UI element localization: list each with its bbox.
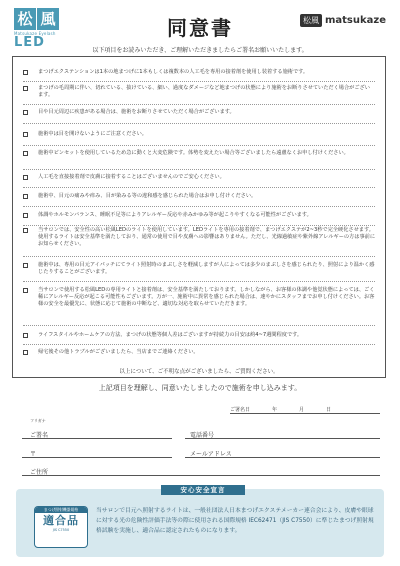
divider (23, 123, 375, 124)
list-item-text: 施術中、目元の痛みや痒み、目が染みる等の違和感を感じられた場合はお申し付けください。 (38, 193, 257, 199)
list-item-text: 施術中ピンセットを使用しているため急に動くと大変危険です。体勢を変えたい場合等ございましたら遠慮なくお申し付けください。 (38, 150, 349, 156)
list-item-text: 体調やホルモンバランス、睡眠不足等によりアレルギー反応や赤みかゆみ等が起こりやすくなる可能性がございます。 (38, 212, 312, 218)
list-item-text: 当サロンでは、安全性の高い松風LEDのライトを使用しています。LEDライトを専用の接着剤で、まつげエクステが2~3秒で完全硬化させます。使用するライトは安全基準を満たしており、通常の使用で目や皮膚への影響はありません。ただし、光線過敏症や紫外線アレルギーの方は事前にお知らせください。 (38, 227, 376, 247)
name-label: ご署名 (30, 432, 49, 439)
checkbox[interactable] (23, 70, 28, 75)
list-item-text: 帰宅後その他トラブルがございましたら、当店までご連絡ください。 (38, 349, 199, 355)
phone-field[interactable] (185, 438, 380, 439)
address-field[interactable] (22, 475, 380, 476)
signature-date (230, 406, 331, 413)
list-item-text: 人工毛を直接接着剤で皮膚に接着することはございませんのでご安心ください。 (38, 174, 225, 180)
list-item (23, 131, 375, 138)
divider (23, 145, 375, 146)
list-item-text: 施術中は目を開けないようにご注意ください。 (38, 131, 147, 137)
closing-text: 以上について、ご不明な点がございましたら、ご質問ください。 (119, 369, 279, 375)
date-day: 日 (326, 407, 332, 413)
safety-text: 当サロンで目元へ照射するライトは、一般社団法人日本まつげエクステメーカー連合会により、皮膚や眼球に対する光の危険性評価手法等の際に使用される国際規格 IEC62471（JIS C7550）に準じたまつげ照射規格試験を実施し、適合品に認定されたものになります。 (96, 508, 374, 534)
checkbox[interactable] (23, 86, 28, 91)
list-item (23, 262, 375, 276)
divider (23, 256, 375, 257)
name-field[interactable] (22, 438, 172, 439)
safety-heading: 安心安全宣言 (161, 485, 245, 495)
list-item-text: 施術中は、専用の目元アイパッチにてライト照射時のまぶしさを軽減しますが人によっては多少のまぶしさを感じられたり、照射により温かく感じたりすることがございます。 (38, 262, 375, 275)
divider (23, 104, 375, 105)
divider (23, 225, 375, 226)
checkbox[interactable] (23, 263, 28, 268)
checkbox[interactable] (23, 228, 28, 233)
list-item (23, 332, 375, 339)
logo-kanji-1: 松 (14, 8, 36, 30)
consent-checklist (12, 56, 386, 378)
phone-label: 電話番号 (190, 432, 215, 439)
logo-led: LED (14, 35, 45, 50)
logo-kanji-2: 風 (37, 8, 59, 30)
safety-declaration (16, 486, 384, 557)
intro-text: 以下項目をお読みいただき、ご理解いただきましたらご署名お願いいたします。 (92, 47, 308, 54)
email-field[interactable] (185, 457, 380, 458)
checkbox[interactable] (23, 213, 28, 218)
list-item (23, 150, 375, 157)
page-title: 同意書 (167, 16, 233, 40)
divider (23, 169, 375, 170)
postal-label: 〒 (30, 451, 37, 458)
checkbox[interactable] (23, 288, 28, 293)
checkbox[interactable] (23, 110, 28, 115)
date-underline[interactable] (230, 413, 380, 414)
date-month: 月 (299, 407, 305, 413)
list-item-text: まつげの毛周期に伴い、切れている、抜けている、細い、過度なダメージなど地まつげの状態により施術をお断りさせていただく場合がございます。 (38, 85, 370, 98)
email-label: メールアドレス (190, 451, 232, 458)
list-item (23, 69, 375, 76)
list-item (23, 287, 375, 308)
brand-mark: 松風 (300, 14, 322, 27)
divider (23, 81, 375, 82)
checkbox[interactable] (23, 175, 28, 180)
list-item (23, 85, 375, 99)
brand-logo (300, 14, 386, 27)
divider (23, 344, 375, 345)
checkbox[interactable] (23, 132, 28, 137)
list-item (23, 109, 375, 116)
seal-top: まつげ照射機器規格 (35, 507, 87, 513)
consent-statement: 上記項目を理解し、同意いたしましたので施術を申し込みます。 (98, 384, 302, 392)
list-item (23, 212, 375, 219)
address-label: ご住所 (30, 469, 49, 476)
list-item (23, 193, 375, 200)
checkbox[interactable] (23, 194, 28, 199)
date-year: 年 (272, 407, 278, 413)
seal-main: 適合品 (43, 514, 79, 527)
date-label: ご署名日 (230, 407, 251, 413)
list-item (23, 349, 375, 356)
checkbox[interactable] (23, 151, 28, 156)
list-item-text: 当サロンで使用する松風LEDの専用ライトと接着剤は、安全基準を満たしております。しかしながら、お客様の体調や他覚状態によっては、ごく稀にアレルギー反応が起こる可能性もございます。万が一、施術中に異常を感じられた場合は、速やかにスタッフまでお申し付けください。お客様の安全を最優先に、状態に応じて施術の中断など、適切な対応を取らせていただきます。 (38, 287, 375, 307)
list-item (23, 174, 375, 181)
logo-subtitle: Matsukaze Eyelash (14, 31, 56, 36)
divider (23, 206, 375, 207)
checkbox[interactable] (23, 350, 28, 355)
furigana-label: フリガナ (30, 418, 46, 423)
certification-seal (34, 506, 88, 548)
brand-name: matsukaze (324, 15, 386, 26)
checkbox[interactable] (23, 333, 28, 338)
list-item-text: 目や目元周辺に疾患がある場合は、施術をお断りさせていただく場合がございます。 (38, 109, 235, 115)
list-item-text: ライフスタイルやホームケアの方法、まつげの状態等個人差はございますが持続力の目安は約4~7週間程度です。 (38, 332, 303, 338)
seal-foot: JIS C7550 (52, 528, 70, 532)
list-item (23, 227, 375, 248)
divider (23, 325, 375, 326)
divider (23, 281, 375, 282)
postal-field[interactable] (22, 457, 172, 458)
list-item-text: まつげエクステンションは1本の地まつげに1本もしくは複数本の人工毛を専用の接着剤を使用し装着する施術です。 (38, 69, 309, 75)
divider (23, 187, 375, 188)
